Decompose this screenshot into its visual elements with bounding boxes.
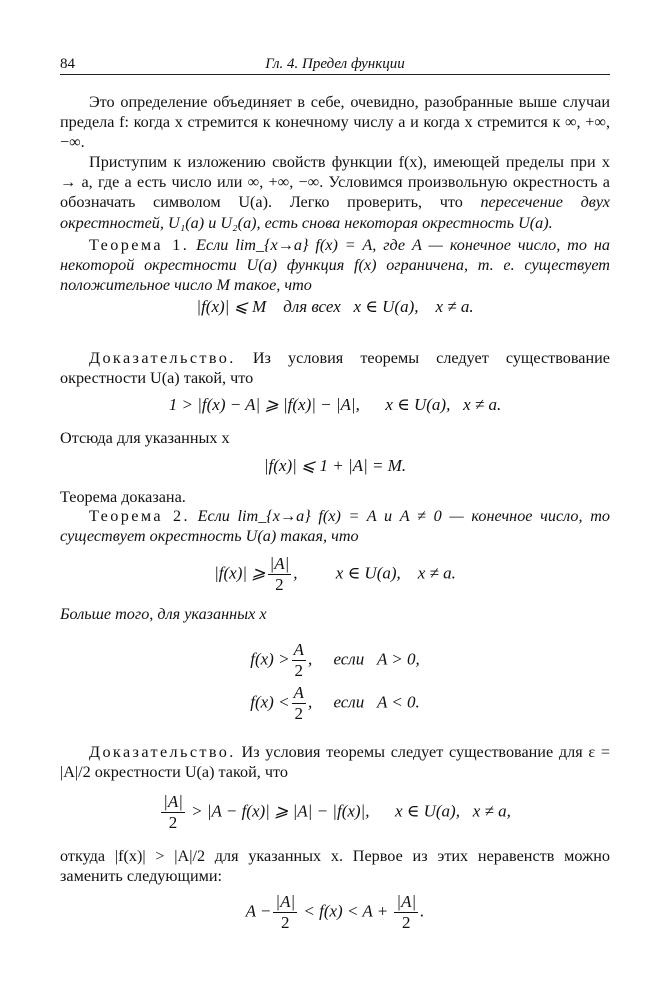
eq6-rhs: > |A − f(x)| ⩾ |A| − |f(x)|, x ∈ U(a), x ≠ a, [186,801,511,821]
eq7-numerator-1: |A| [275,892,296,911]
paragraph-properties-plain: Приступим к изложению свойств функции f(x), имеющей пределы при x → a, где a есть число или ∞, +∞, −∞. Условимся произвольную окрестность a обозначать символом U(a). Легко проверить, что [60,153,610,212]
eq6-fraction [161,792,185,833]
eq1-rhs: x ∈ U(a), x ≠ a. [353,297,474,316]
eq4-denominator: 2 [275,575,284,594]
equation-7 [60,892,610,933]
eq5b-denominator: 2 [294,704,303,723]
equation-5b [60,683,610,724]
theorem-1-label: Теорема 1. [89,236,190,254]
eq7-numerator-2: |A| [396,892,417,911]
eq7-denominator-1: 2 [281,913,290,932]
equation-5a [60,640,610,681]
eq1-lhs: |f(x)| ⩽ M [196,297,267,316]
eq7-fraction-2 [394,892,418,933]
theorem-1-text: Если lim_{x→a} f(x) = A, где A — конечное число, то на некоторой окрестности U(a) функция f(x) ограничена, т. е. существует положительное число M такое, что [60,236,610,295]
eq7-end: . [420,901,425,921]
eq7-mid: < f(x) < A + [299,901,393,921]
eq5b-numerator: A [293,683,304,702]
eq1-cond: для всех [283,297,341,316]
eq4-rhs: , x ∈ U(a), x ≠ a. [293,563,456,583]
eq4-fraction [268,554,292,595]
eq5a-lhs: f(x) > [250,649,290,669]
running-header [60,56,610,75]
theorem-2-text: Если lim_{x→a} f(x) = A и A ≠ 0 — конечное число, то существует окрестность U(a) такая, что [60,507,610,546]
eq6-numerator: |A| [163,792,183,811]
equation-4 [60,554,610,595]
paragraph-intro: Это определение объединяет в себе, очевидно, разобранные выше случаи предела f: когда x стремится к конечному числу a и когда x стремится к ∞, +∞, −∞. [60,93,610,152]
theorem-2 [60,506,610,546]
eq7-fraction-1 [273,892,297,933]
proof-2-text: Из условия теоремы следует существование для ε = |A|/2 окрестности U(a) такой, что [60,743,611,782]
running-title: Гл. 4. Предел функции [265,56,405,72]
theorem-1 [60,235,610,296]
eq7-denominator-2: 2 [402,913,411,932]
eq5a-rhs: , если A > 0, [307,649,420,669]
eq5b-lhs: f(x) < [250,692,290,712]
eq5a-numerator: A [293,640,304,659]
eq5a-fraction [292,640,306,681]
eq4-numerator: |A| [269,554,290,573]
eq6-denominator: 2 [168,813,178,832]
equation-1 [60,297,610,317]
proof-2 [60,742,610,782]
paragraph-moreover: Больше того, для указанных x [60,605,267,623]
paragraph-proved: Теорема доказана. [60,488,186,506]
eq5b-rhs: , если A < 0. [307,692,420,712]
eq5b-fraction [292,683,306,724]
eq7-a: A − [245,901,272,921]
equation-2: 1 > |f(x) − A| ⩾ |f(x)| − |A|, x ∈ U(a), x ≠ a. [168,395,502,414]
paragraph-properties-italic: пересечение двух окрестностей, U₁(a) и U₂(a), есть снова некоторая окрестность U(a). [60,193,610,232]
eq4-lhs: |f(x)| ⩾ [214,563,266,583]
paragraph-properties [60,152,610,233]
paragraph-hence: Отсюда для указанных x [60,429,230,447]
theorem-2-label: Теорема 2. [89,507,190,525]
proof-2-label: Доказательство. [89,743,236,761]
paragraph-whence: откуда |f(x)| > |A|/2 для указанных x. Первое из этих неравенств можно заменить следующими: [60,847,610,886]
proof-1-label: Доказательство. [89,349,236,367]
eq5a-denominator: 2 [294,661,303,680]
equation-6 [60,792,610,833]
page-number: 84 [60,56,75,72]
proof-1 [60,348,610,388]
equation-3: |f(x)| ⩽ 1 + |A| = M. [263,456,407,475]
proof-1-text: Из условия теоремы следует существование окрестности U(a) такой, что [60,349,610,388]
